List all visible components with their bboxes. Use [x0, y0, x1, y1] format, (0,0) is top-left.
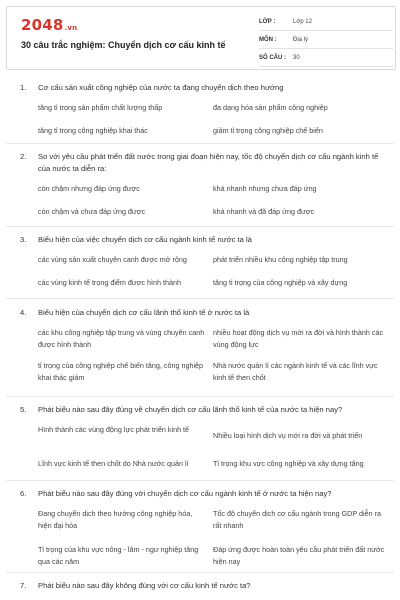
divider [6, 480, 394, 481]
question-2 [16, 151, 390, 221]
answer-option-a[interactable]: các khu công nghiệp tập trung và vùng chuyên canh được hình thành [38, 328, 205, 349]
question-number: 4. [20, 308, 27, 317]
answer-option-a[interactable]: tăng tỉ trọng sản phẩm chất lượng thấp [38, 103, 163, 112]
meta-subject-row [259, 31, 393, 49]
question-number: 3. [20, 235, 27, 244]
answer-option-a[interactable]: các vùng sản xuất chuyên canh được mở rộng [38, 255, 187, 264]
logo-text: 2048 [21, 16, 64, 34]
question-text: Cơ cấu sản xuất công nghiệp của nước ta đang chuyển dịch theo hướng [38, 83, 284, 92]
question-number: 7. [20, 581, 27, 590]
answer-option-d[interactable]: giảm tỉ trọng công nghiệp chế biến [213, 126, 323, 135]
answer-option-a[interactable]: Hình thành các vùng động lực phát triển kinh tế [38, 425, 190, 434]
answer-option-c[interactable]: Lĩnh vực kinh tế then chốt do Nhà nước quản lí [38, 459, 189, 468]
document-title: 30 câu trắc nghiệm: Chuyển dịch cơ cấu kinh tế [21, 40, 226, 50]
answer-option-b[interactable]: phát triển nhiều khu công nghiệp tập trung [213, 255, 348, 264]
question-text: Phát biểu nào sau đây không đúng với cơ cấu kinh tế nước ta? [38, 581, 251, 590]
question-4 [16, 307, 390, 389]
question-text: Biểu hiện của chuyển dịch cơ cấu lãnh thổ kinh tế ở nước ta là [38, 308, 250, 317]
answer-option-a[interactable]: Đang chuyển dịch theo hướng công nghiệp hóa, hiện đại hóa [38, 509, 193, 530]
answer-option-b[interactable]: nhiều hoạt động dịch vụ mới ra đời và hình thành các vùng động lực [213, 328, 384, 349]
divider [6, 572, 394, 573]
meta-count-label: SỐ CÂU : [259, 55, 286, 61]
answer-option-c[interactable]: Tỉ trọng của khu vực nông - lâm - ngư nghiệp tăng qua các năm [38, 545, 199, 566]
document-header [6, 6, 396, 70]
answer-option-c[interactable]: còn chậm và chưa đáp ứng được [38, 207, 146, 216]
question-1 [16, 82, 390, 140]
question-text: Phát biểu nào sau đây đúng với chuyển dịch cơ cấu ngành kinh tế ở nước ta hiện nay? [38, 489, 332, 498]
meta-class-label: LỚP : [259, 19, 276, 25]
meta-subject-value: Địa lý [293, 37, 309, 43]
answer-option-c[interactable]: các vùng kinh tế trọng điểm được hình thành [38, 278, 181, 287]
answer-option-b[interactable]: Tốc độ chuyển dịch cơ cấu ngành trong GDP diễn ra rất nhanh [213, 509, 381, 530]
answer-option-c[interactable]: tỉ trọng của công nghiệp chế biến tăng, công nghiệp khai thác giảm [38, 361, 204, 382]
question-text: Biểu hiện của việc chuyển dịch cơ cấu ngành kinh tế nước ta là [38, 235, 252, 244]
logo-domain: .vn [64, 24, 78, 32]
answer-option-d[interactable]: tăng tỉ trọng của công nghiệp và xây dựng [213, 278, 348, 287]
question-number: 2. [20, 152, 27, 161]
meta-count-value: 30 [293, 55, 300, 61]
answer-option-d[interactable]: khá nhanh và đã đáp ứng được [213, 207, 315, 216]
divider [6, 226, 394, 227]
question-5 [16, 404, 390, 480]
question-number: 5. [20, 405, 27, 414]
answer-option-a[interactable]: còn chậm nhưng đáp ứng được [38, 184, 140, 193]
divider [6, 143, 394, 144]
divider [6, 396, 394, 397]
site-logo[interactable] [21, 16, 77, 34]
question-6 [16, 488, 390, 568]
meta-count-row [259, 49, 393, 67]
question-3 [16, 234, 390, 292]
question-number: 6. [20, 489, 27, 498]
meta-subject-label: MÔN : [259, 37, 277, 43]
question-text: So với yêu cầu phát triển đất nước trong giai đoạn hiện nay, tốc độ chuyển dịch cơ cấu ngành kinh tế của nước ta diễn ra: [38, 152, 379, 173]
meta-class-value: Lớp 12 [293, 19, 312, 25]
answer-option-d[interactable]: Tỉ trọng khu vực công nghiệp và xây dựng tăng [213, 459, 364, 468]
answer-option-b[interactable]: khá nhanh nhưng chưa đáp ứng [213, 184, 317, 193]
question-7 [16, 580, 390, 592]
meta-class-row [259, 13, 393, 31]
answer-option-c[interactable]: tăng tỉ trọng công nghiệp khai thác [38, 126, 148, 135]
answer-option-b[interactable]: đa dạng hóa sản phẩm công nghiệp [213, 103, 328, 112]
question-text: Phát biểu nào sau đây đúng về chuyển dịch cơ cấu lãnh thổ kinh tế của nước ta hiện nay? [38, 405, 343, 414]
answer-option-b[interactable]: Nhiều loại hình dịch vụ mới ra đời và phát triển [213, 431, 363, 440]
divider [6, 298, 394, 299]
answer-option-d[interactable]: Nhà nước quản lí các ngành kinh tế và các lĩnh vực kinh tế then chốt [213, 361, 378, 382]
question-number: 1. [20, 83, 27, 92]
answer-option-d[interactable]: Đáp ứng được hoàn toàn yêu cầu phát triển đất nước hiện nay [213, 545, 385, 566]
